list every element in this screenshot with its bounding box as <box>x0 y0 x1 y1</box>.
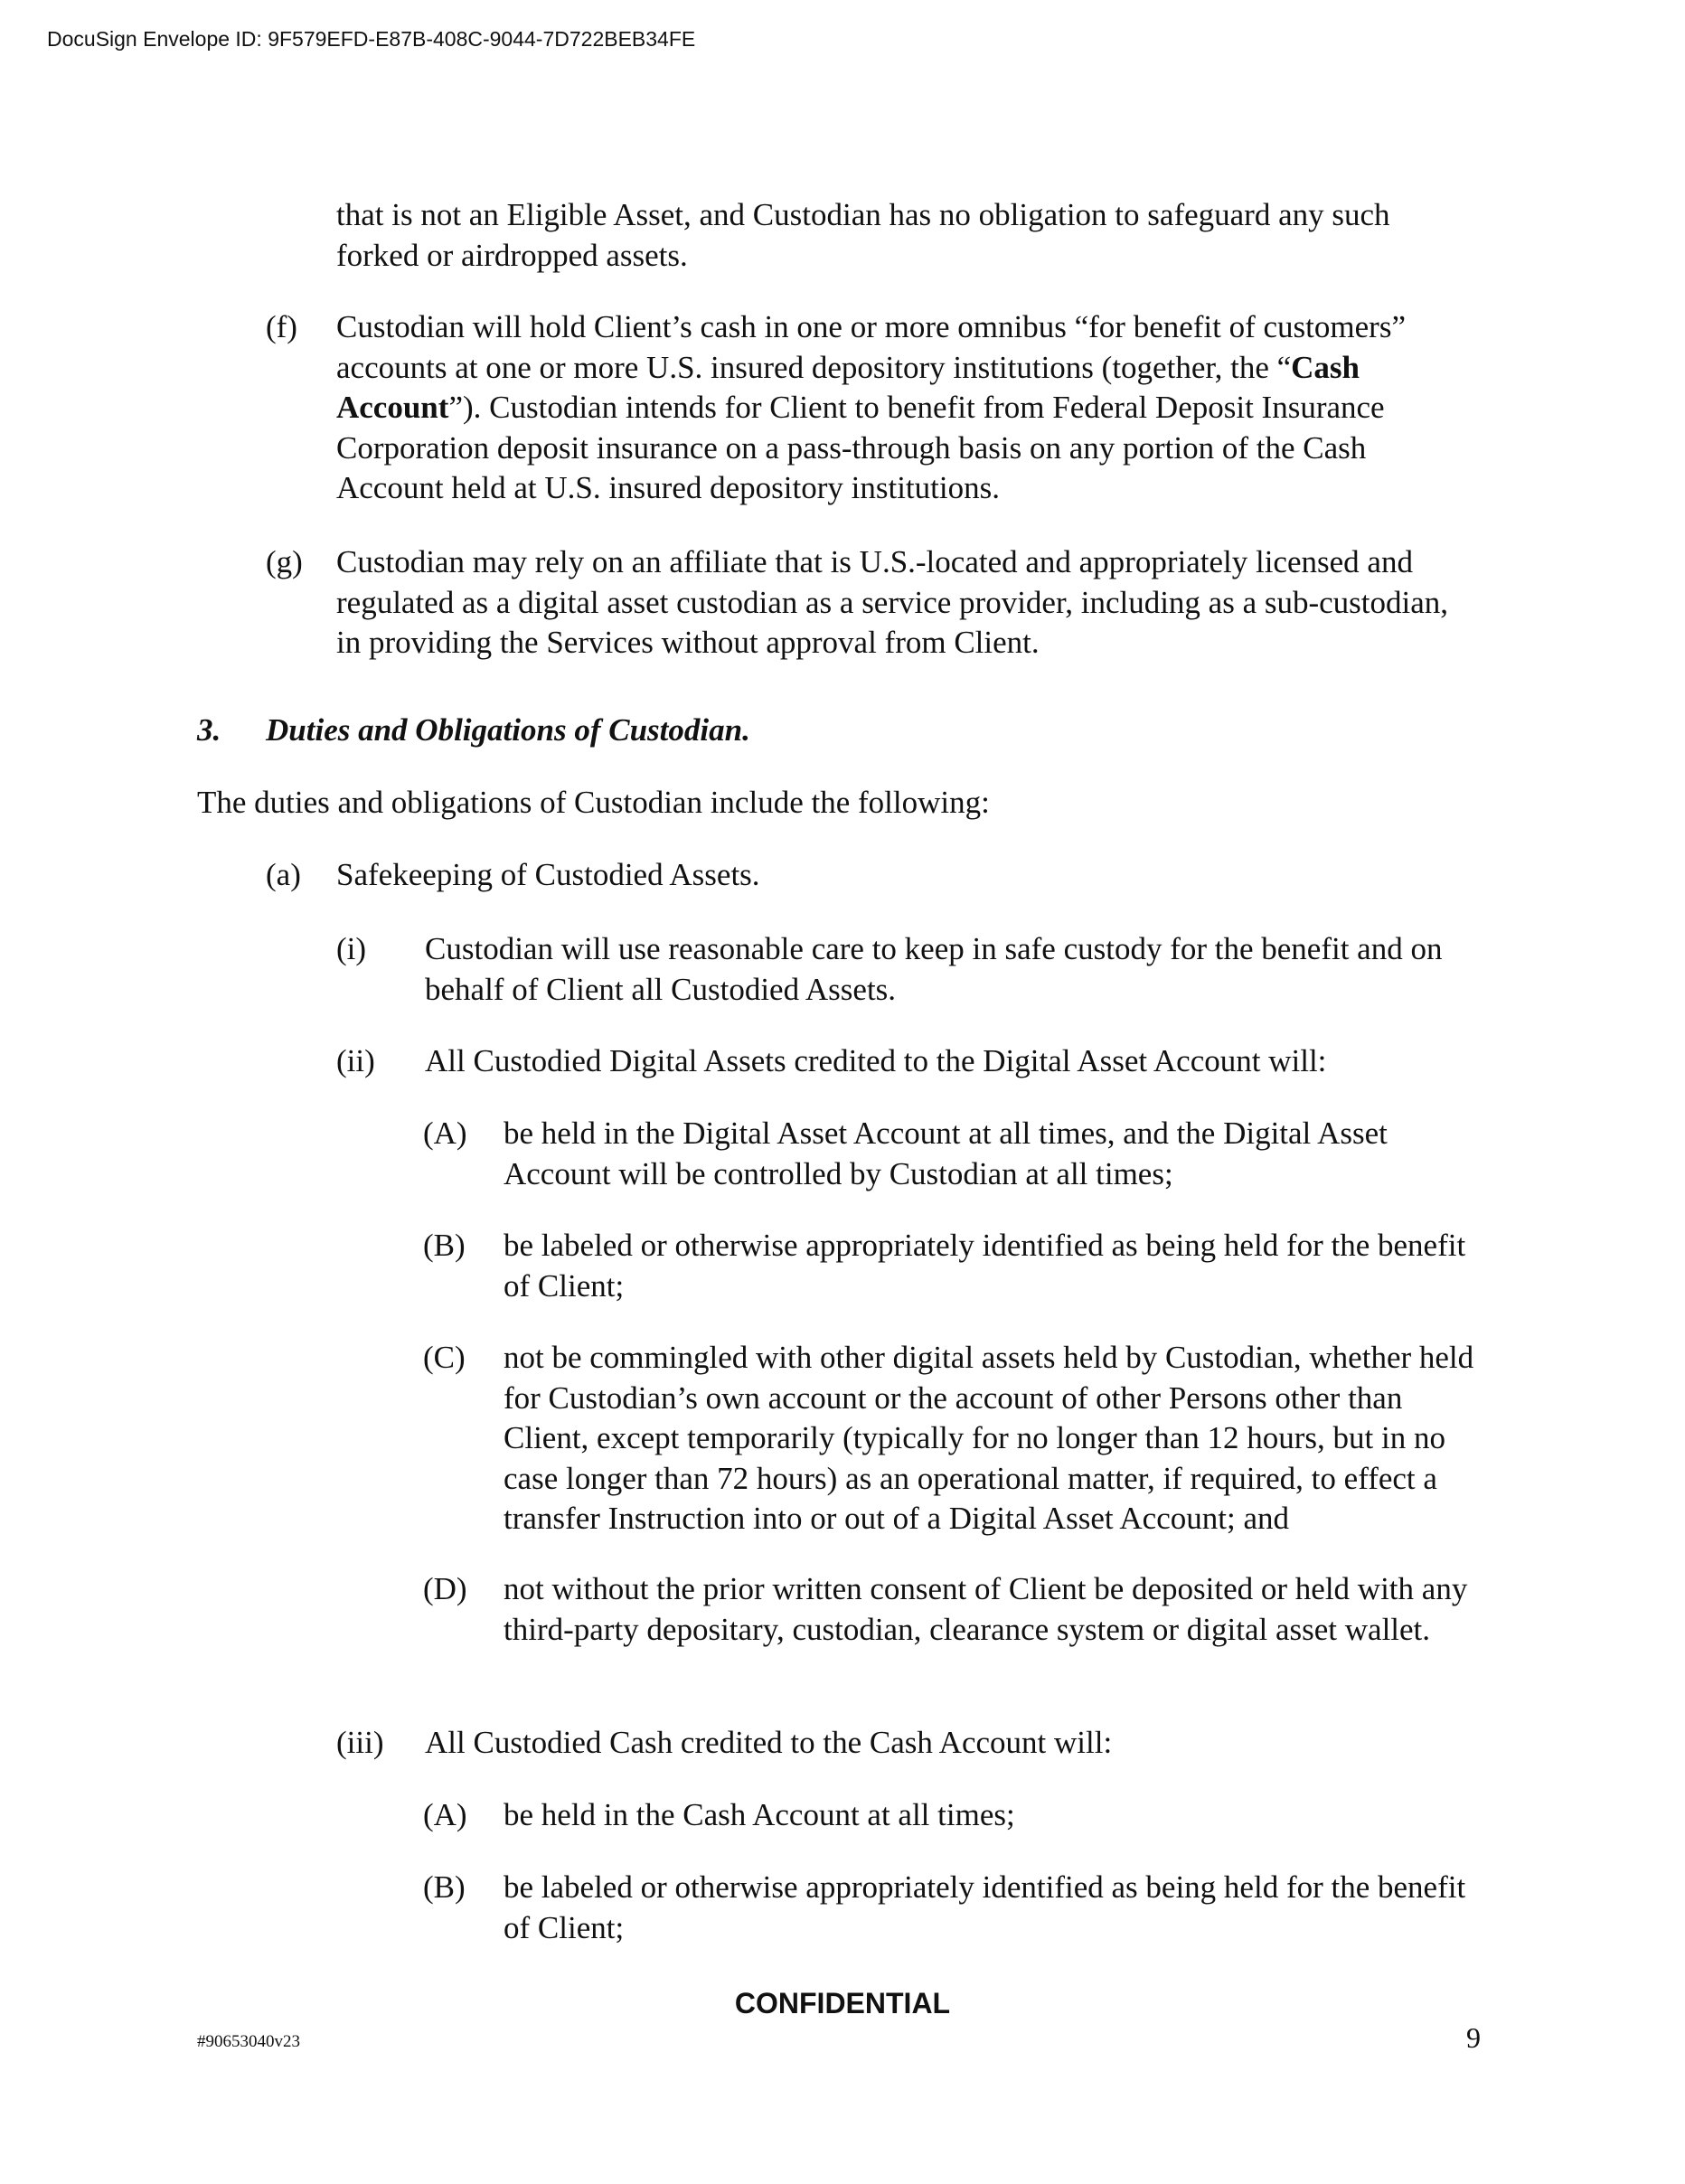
item-a-label: (a) <box>266 857 301 892</box>
section-number: 3. <box>197 712 221 748</box>
item-ii-paragraph: All Custodied Digital Assets credited to the Digital Asset Account will: <box>425 1043 1327 1078</box>
section-title: Duties and Obligations of Custodian. <box>266 712 750 748</box>
subitem-paragraph: be held in the Digital Asset Account at all times, and the Digital Asset Account will be controlled by Custodian at all times; <box>504 1116 1388 1191</box>
item-i-paragraph: Custodian will use reasonable care to keep in safe custody for the benefit and on behalf of Client all Custodied Assets. <box>425 931 1443 1007</box>
subitem-paragraph: be held in the Cash Account at all times; <box>504 1797 1015 1832</box>
subitem-paragraph: be labeled or otherwise appropriately identified as being held for the benefit of Client; <box>504 1869 1466 1945</box>
item-f-label: (f) <box>266 309 297 344</box>
subitem-label: (C) <box>423 1340 466 1375</box>
item-i-label: (i) <box>336 931 367 966</box>
page-number: 9 <box>1466 2021 1481 2054</box>
section-intro: The duties and obligations of Custodian include the following: <box>197 785 990 820</box>
item-a-paragraph: Safekeeping of Custodied Assets. <box>336 857 760 892</box>
subitem-label: (D) <box>423 1571 467 1606</box>
item-f-text-before: Custodian will hold Client’s cash in one or more omnibus “for benefit of customers” accounts at one or more U.S. insured depository institutions (together, the “ <box>336 309 1406 385</box>
document-id: #90653040v23 <box>197 2032 300 2051</box>
subitem-paragraph: not be commingled with other digital assets held by Custodian, whether held for Custodian’s own account or the account of other Persons other than Client, except temporarily (typically for no longer than 12 hours, but in no case longer than 72 hours) as an operational matter, if required, to effect a transfer Instruction into or out of a Digital Asset Account; and <box>504 1340 1474 1536</box>
item-f-paragraph <box>336 307 1466 509</box>
docusign-envelope-id: DocuSign Envelope ID: 9F579EFD-E87B-408C-9044-7D722BEB34FE <box>47 27 696 51</box>
subitem-label: (B) <box>423 1869 466 1905</box>
subitem-label: (B) <box>423 1228 466 1263</box>
item-g-paragraph: Custodian may rely on an affiliate that is U.S.-located and appropriately licensed and regulated as a digital asset custodian as a service provider, including as a sub-custodian, in providing the Services without approval from Client. <box>336 544 1449 660</box>
item-iii-paragraph: All Custodied Cash credited to the Cash Account will: <box>425 1725 1113 1760</box>
subitem-paragraph: be labeled or otherwise appropriately identified as being held for the benefit of Client; <box>504 1228 1466 1304</box>
continuation-paragraph: that is not an Eligible Asset, and Custodian has no obligation to safeguard any such forked or airdropped assets. <box>336 197 1390 273</box>
defined-term-cash-account: Cash Account <box>336 349 1360 425</box>
subitem-paragraph: not without the prior written consent of Client be deposited or held with any third-party depositary, custodian, clearance system or digital asset wallet. <box>504 1571 1468 1647</box>
confidential-footer: CONFIDENTIAL <box>734 1987 951 2019</box>
subitem-label: (A) <box>423 1116 467 1151</box>
subitem-label: (A) <box>423 1797 467 1832</box>
item-f-text-after: ”). Custodian intends for Client to benefit from Federal Deposit Insurance Corporation deposit insurance on a pass-through basis on any portion of the Cash Account held at U.S. insured depository institutions. <box>336 390 1385 505</box>
item-iii-label: (iii) <box>336 1725 384 1760</box>
item-g-label: (g) <box>266 544 303 579</box>
item-ii-label: (ii) <box>336 1043 375 1078</box>
